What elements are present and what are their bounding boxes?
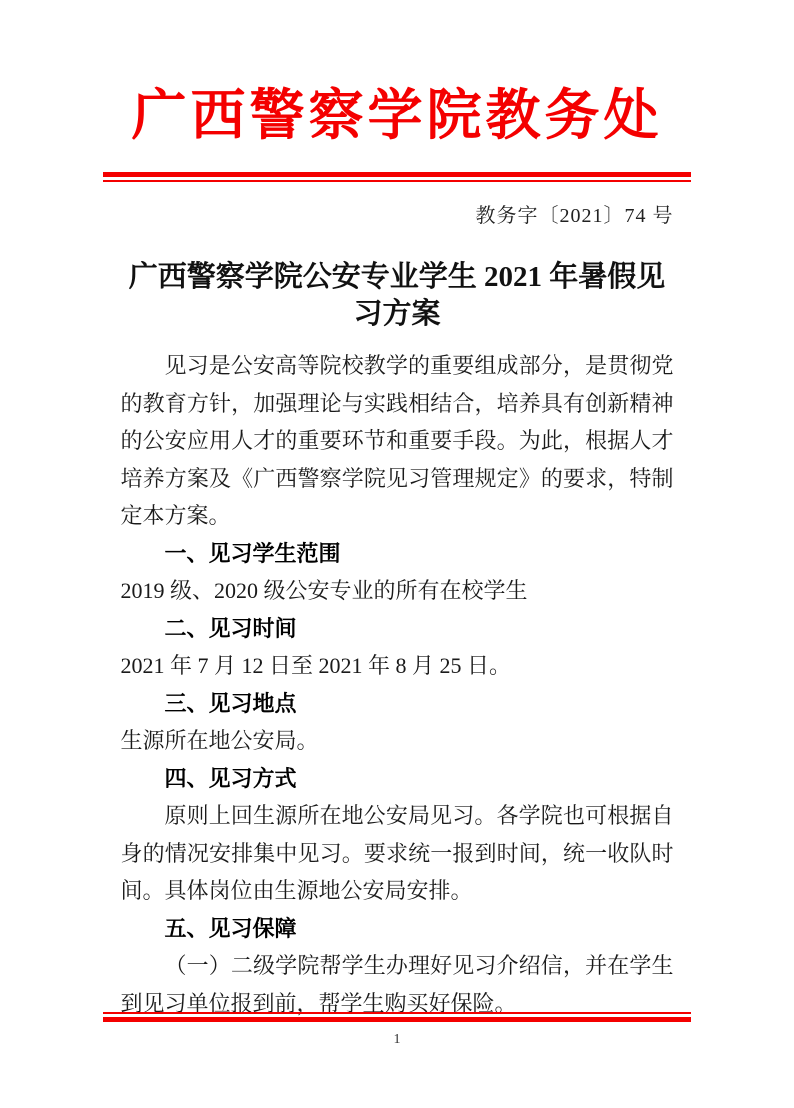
section-location [121,685,674,760]
section-body: 2021 年 7 月 12 日至 2021 年 8 月 25 日。 [120,653,512,678]
section-body: 2019 级、2020 级公安专业的所有在校学生 [120,578,528,603]
footer-double-rule [103,1012,691,1022]
section-method [121,760,674,910]
letterhead-org-title: 广西警察学院教务处 [131,85,663,146]
section-body: 原则上回生源所在地公安局见习。各学院也可根据自身的情况安排集中见习。要求统一报到时间，统一收队时间。具体岗位由生源地公安局安排。 [120,803,674,903]
section-heading: 三、见习地点 [164,690,297,716]
section-heading: 二、见习时间 [164,615,297,641]
section-body: 生源所在地公安局。 [120,728,319,753]
section-time [121,610,674,685]
document-title: 广西警察学院公安专业学生 2021 年暑假见习方案 [128,261,666,330]
section-support [121,910,674,1023]
document-body [121,347,674,1022]
section-heading: 一、见习学生范围 [164,540,341,566]
document-number: 教务字〔2021〕74 号 [475,205,674,227]
page-number: 1 [393,1032,401,1047]
section-student-scope [121,535,674,610]
section-heading: 四、见习方式 [164,765,297,791]
section-body: （一）二级学院帮学生办理好见习介绍信，并在学生到见习单位报到前，帮学生购买好保险。 [120,953,674,1016]
section-heading: 五、见习保障 [164,915,297,941]
intro-paragraph: 见习是公安高等院校教学的重要组成部分，是贯彻党的教育方针，加强理论与实践相结合，培养具有创新精神的公安应用人才的重要环节和重要手段。为此，根据人才培养方案及《广西警察学院见习管理规定》的要求，特制定本方案。 [120,353,674,528]
letterhead-double-rule [103,172,691,182]
